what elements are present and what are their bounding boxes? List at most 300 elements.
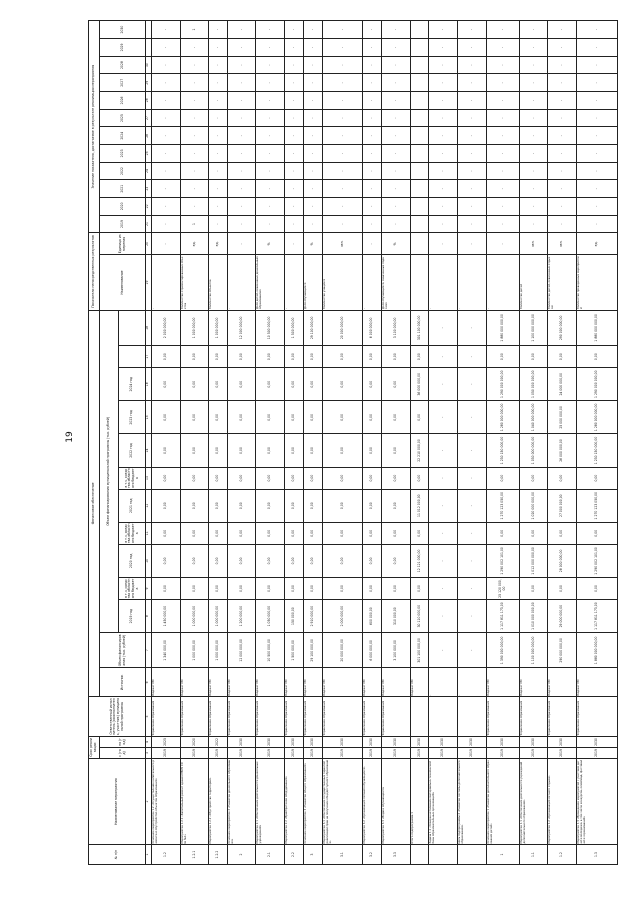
row-finance-value: 1 230 150 000,00 [486, 434, 519, 467]
row-finance-value: 0,00 [382, 346, 411, 368]
header-finance: Финансовое обеспечение [89, 310, 100, 697]
column-number: 28 [146, 92, 152, 110]
row-finance-value: 25 120 000,00 [486, 577, 519, 599]
row-indicator-value [410, 56, 429, 74]
row-finance-value: 0,00 [180, 368, 209, 401]
header-fin-year: в т.ч. средства областного бюджета [119, 577, 146, 599]
row-indicator-value: - [152, 162, 181, 180]
row-indicator-value: - [577, 215, 618, 233]
row-source: Бюджет МО [303, 668, 322, 697]
row-result-name: - [429, 255, 458, 310]
row-finance-value: 0,00 [519, 346, 548, 368]
row-indicator-value: - [322, 56, 363, 74]
row-executor: Управление образования [363, 697, 382, 737]
row-source: - [457, 668, 486, 697]
row-indicator-value: - [363, 180, 382, 198]
table-row [322, 21, 363, 865]
row-term-to: 2030 [256, 736, 285, 747]
row-term-to: 2030 [285, 736, 304, 747]
row-finance-value: 0,00 [303, 577, 322, 599]
row-indicator-value: - [256, 145, 285, 163]
column-number: 18 [146, 310, 152, 345]
row-indicator-value: - [519, 127, 548, 145]
row-result-name: Доля детей, охваченных дошкольным образованием [256, 255, 285, 310]
row-finance-value: 1 880 000 000,00 [577, 310, 618, 345]
row-indicator-value: - [577, 162, 618, 180]
row-finance-value: 0,00 [227, 346, 256, 368]
row-plan-total: - [457, 633, 486, 668]
row-finance-value: 1 000 000,00 [180, 310, 209, 345]
table-body [152, 21, 618, 865]
row-finance-value: 1 040 000 000,00 [519, 401, 548, 434]
row-finance-value: - [429, 434, 458, 467]
row-number: 3.1 [322, 845, 363, 865]
row-finance-value: 11 012 000,00 [410, 489, 429, 522]
row-indicator-value: - [152, 21, 181, 39]
row-indicator-value: - [227, 162, 256, 180]
row-indicator-value: - [382, 145, 411, 163]
row-source: Бюджет МО [152, 668, 181, 697]
row-source: Бюджет МО [322, 668, 363, 697]
row-indicator-value: - [519, 162, 548, 180]
row-indicator-value: - [303, 215, 322, 233]
row-indicator-value: - [519, 39, 548, 57]
row-result-name: - [363, 255, 382, 310]
row-name: Мероприятие 1.2.2 «Обустройство территории» [209, 759, 228, 845]
row-result-unit: - [285, 233, 304, 255]
row-number: 2.1 [256, 845, 285, 865]
row-term-to: 2030 [457, 736, 486, 747]
row-indicator-value: - [227, 180, 256, 198]
row-plan-total: 29 100 000,00 [303, 633, 322, 668]
row-source: Бюджет МО [410, 668, 429, 697]
row-finance-value: 25 000 000,00 [548, 401, 577, 434]
row-plan-total: - [429, 633, 458, 668]
row-indicator-value: - [303, 39, 322, 57]
row-finance-value: 0,00 [285, 401, 304, 434]
header-ind-year: 2023 [100, 145, 146, 163]
row-finance-value: 1 290 000 000,00 [486, 368, 519, 401]
row-indicator-value: - [486, 180, 519, 198]
row-term-from: 2019 [303, 747, 322, 758]
row-name: Основное мероприятие 3 «Развитие общего образования» [303, 759, 322, 845]
row-finance-value: 600 000,00 [363, 600, 382, 633]
row-indicator-value [410, 145, 429, 163]
row-indicator-value: - [457, 162, 486, 180]
row-term-from: 2019 [322, 747, 363, 758]
row-name: Мероприятие 3.2 «Организация питания обучающихся» [363, 759, 382, 845]
row-result-unit: чел. [519, 233, 548, 255]
row-indicator-value: - [209, 109, 228, 127]
row-finance-value: 2 000 000,00 [152, 310, 181, 345]
row-indicator-value: - [303, 74, 322, 92]
row-indicator-value: - [457, 145, 486, 163]
row-source: Бюджет МО [285, 668, 304, 697]
row-finance-value: 0,00 [410, 577, 429, 599]
row-result-unit: - [152, 233, 181, 255]
row-executor [457, 697, 486, 737]
row-source: Бюджет МО [256, 668, 285, 697]
row-finance-value: 0,00 [303, 401, 322, 434]
header-fin-year: 2021 год [119, 489, 146, 522]
table-row [457, 21, 486, 865]
column-number: 23 [146, 180, 152, 198]
row-finance-value: 0,00 [256, 346, 285, 368]
column-number: 8 [146, 600, 152, 633]
row-indicator-value: - [429, 127, 458, 145]
table-row [180, 21, 209, 865]
row-result-name: - [457, 255, 486, 310]
row-indicator-value: - [548, 74, 577, 92]
row-finance-value: 2 000 000,00 [322, 600, 363, 633]
row-name: Задача 1.1 «Совершенствование материально-технической базы образовательных организаций» [429, 759, 458, 845]
row-indicator-value: - [256, 180, 285, 198]
row-plan-total: 1 500 000,00 [285, 633, 304, 668]
row-term-to: 2030 [227, 736, 256, 747]
row-indicator-value: - [457, 198, 486, 216]
header-ind-year: 2030 [100, 21, 146, 39]
row-indicator-value: - [322, 145, 363, 163]
row-indicator-value: - [382, 21, 411, 39]
column-number: 1 [146, 845, 152, 865]
row-finance-value: 1 050 000 000,00 [519, 368, 548, 401]
row-finance-value: 0,00 [577, 467, 618, 489]
row-number [457, 845, 486, 865]
row-executor: Управление образования [382, 697, 411, 737]
row-finance-value: 0,00 [180, 489, 209, 522]
row-indicator-value [410, 215, 429, 233]
row-indicator-value: - [577, 127, 618, 145]
row-indicator-value: - [285, 215, 304, 233]
row-finance-value: 0,00 [548, 467, 577, 489]
row-result-name: Количество детей, охваченных отдыхом [548, 255, 577, 310]
row-indicator-value: - [519, 21, 548, 39]
row-result-unit: чел. [322, 233, 363, 255]
row-executor: Управление образования [303, 697, 322, 737]
row-indicator-value: - [152, 92, 181, 110]
row-finance-value: 0,00 [180, 467, 209, 489]
row-indicator-value: - [519, 92, 548, 110]
row-indicator-value: - [322, 39, 363, 57]
row-indicator-value: - [285, 74, 304, 92]
row-term-from: 2019 [577, 747, 618, 758]
row-finance-value: 0,00 [209, 401, 228, 434]
row-executor [429, 697, 458, 737]
row-result-unit: - [457, 233, 486, 255]
header-result-unit: Единица измерения [100, 233, 146, 255]
row-finance-value: 0,00 [227, 401, 256, 434]
row-indicator-value: - [152, 56, 181, 74]
row-indicator-value: - [152, 127, 181, 145]
row-indicator-value: - [519, 74, 548, 92]
row-indicator-value: - [382, 180, 411, 198]
header-ind-year: 2019 [100, 215, 146, 233]
row-indicator-value: - [548, 39, 577, 57]
row-indicator-value: - [486, 109, 519, 127]
row-indicator-value: - [227, 109, 256, 127]
row-finance-value: 1 010 000 000,00 [519, 600, 548, 633]
column-number: 19 [146, 255, 152, 310]
row-indicator-value: - [152, 74, 181, 92]
row-result-unit: - [486, 233, 519, 255]
table-row [486, 21, 519, 865]
row-finance-value: 0,00 [180, 346, 209, 368]
row-indicator-value: - [256, 162, 285, 180]
row-indicator-value: - [577, 145, 618, 163]
row-plan-total: 1 390 000 000,00 [486, 633, 519, 668]
row-indicator-value: - [180, 180, 209, 198]
header-result-name: Наименование [100, 255, 146, 310]
row-finance-value: 1 000 000,00 [209, 600, 228, 633]
row-indicator-value: - [303, 92, 322, 110]
row-indicator-value: - [457, 180, 486, 198]
row-finance-value: 290 000 000,00 [548, 310, 577, 345]
table-row [363, 21, 382, 865]
row-result-name: - [152, 255, 181, 310]
row-number: 1.2.2 [209, 845, 228, 865]
row-indicator-value: - [486, 21, 519, 39]
column-number: 9 [146, 577, 152, 599]
row-finance-value: 1 030 000 000,00 [519, 434, 548, 467]
row-finance-value: 1 280 000 000,00 [486, 401, 519, 434]
column-number: 29 [146, 74, 152, 92]
row-finance-value: 0,00 [322, 467, 363, 489]
row-finance-value: 1 200 000,00 [227, 600, 256, 633]
row-indicator-value: - [285, 180, 304, 198]
row-finance-value: 0,00 [209, 522, 228, 544]
row-plan-total: 6 000 000,00 [363, 633, 382, 668]
header-ind-year: 2026 [100, 92, 146, 110]
row-result-unit: - [363, 233, 382, 255]
row-result-name: Количество проведенных мероприятий [577, 255, 618, 310]
row-indicator-value: - [577, 39, 618, 57]
row-finance-value: 0,00 [256, 544, 285, 577]
row-executor [410, 697, 429, 737]
row-indicator-value [410, 74, 429, 92]
row-finance-value: 0,00 [548, 522, 577, 544]
row-finance-value: 0,00 [152, 544, 181, 577]
row-result-unit: чел. [548, 233, 577, 255]
table-row [303, 21, 322, 865]
row-term-from: 2019 [180, 747, 209, 758]
row-indicator-value: - [256, 127, 285, 145]
row-finance-value: 0,00 [382, 522, 411, 544]
row-executor: Управление образования [548, 697, 577, 737]
column-number: 21 [146, 215, 152, 233]
row-indicator-value: - [457, 56, 486, 74]
row-finance-value: 0,00 [382, 368, 411, 401]
row-finance-value: 0,00 [577, 346, 618, 368]
row-indicator-value: - [429, 109, 458, 127]
row-result-name: Количество объектов [209, 255, 228, 310]
row-finance-value: 1 290 000 000,00 [577, 368, 618, 401]
row-finance-value: 0,00 [285, 544, 304, 577]
row-indicator-value: - [519, 198, 548, 216]
row-finance-value: - [457, 600, 486, 633]
row-indicator-value: - [209, 56, 228, 74]
header-ind-year: 2027 [100, 74, 146, 92]
row-finance-value: - [457, 368, 486, 401]
row-finance-value: - [457, 467, 486, 489]
row-finance-value: 24 000 000,00 [548, 368, 577, 401]
row-finance-value: 0,00 [322, 434, 363, 467]
row-finance-value: 1 012 000 000,00 [519, 544, 548, 577]
header-fin-year: 2019 год [119, 600, 146, 633]
header-ind-year: 2028 [100, 56, 146, 74]
row-term-from: 2019 [519, 747, 548, 758]
header-term-to: по (год) [100, 736, 146, 747]
row-finance-value: 0,00 [227, 368, 256, 401]
row-name: Мероприятие 1.1 «Обеспечение деятельности учреждений дополнительного образования» [519, 759, 548, 845]
row-finance-value: 0,00 [577, 577, 618, 599]
row-indicator-value: - [457, 21, 486, 39]
row-result-unit: % [256, 233, 285, 255]
row-finance-value: 36 000 000,00 [410, 368, 429, 401]
column-number: 3 [146, 747, 152, 758]
row-plan-total: 1 000 000,00 [209, 633, 228, 668]
row-term-from: 2019 [285, 747, 304, 758]
row-finance-value: 0,00 [382, 489, 411, 522]
header-ind-year: 2022 [100, 162, 146, 180]
row-finance-value: 22 210 000,00 [410, 434, 429, 467]
row-finance-value: 0,00 [209, 467, 228, 489]
row-finance-value: 1 230 150 000,00 [577, 434, 618, 467]
row-indicator-value: - [577, 198, 618, 216]
row-finance-value: 0,00 [363, 346, 382, 368]
row-indicator-value: - [227, 92, 256, 110]
row-indicator-value: - [548, 180, 577, 198]
row-indicator-value: - [180, 92, 209, 110]
column-number: 5 [146, 697, 152, 737]
row-finance-value: 0,00 [363, 544, 382, 577]
row-finance-value: - [457, 544, 486, 577]
row-finance-value: 0,00 [152, 401, 181, 434]
row-indicator-value: - [209, 21, 228, 39]
row-finance-value: 28 000 000,00 [548, 544, 577, 577]
row-indicator-value: - [303, 162, 322, 180]
header-name: Наименование мероприятия [89, 759, 146, 845]
row-indicator-value: - [285, 145, 304, 163]
row-finance-value: 0,00 [227, 544, 256, 577]
row-indicator-value: - [209, 162, 228, 180]
row-number: 2.2 [285, 845, 304, 865]
header-ind-year: 2029 [100, 39, 146, 57]
row-term-to: 2030 [577, 736, 618, 747]
column-number: 17 [146, 346, 152, 368]
header-n: № п/п [89, 845, 146, 865]
row-indicator-value: - [227, 127, 256, 145]
row-finance-value: 0,00 [363, 401, 382, 434]
row-indicator-value: - [209, 198, 228, 216]
row-indicator-value: - [256, 109, 285, 127]
row-result-name: Количество отремонтированных объектов [180, 255, 209, 310]
row-indicator-value: - [429, 92, 458, 110]
row-indicator-value: - [457, 215, 486, 233]
row-indicator-value: - [180, 162, 209, 180]
row-term-from: 2019 [457, 747, 486, 758]
row-indicator-value: - [322, 21, 363, 39]
row-indicator-value [410, 109, 429, 127]
row-finance-value: 0,00 [256, 522, 285, 544]
row-finance-value: 0,00 [548, 577, 577, 599]
row-finance-value: 0,00 [363, 434, 382, 467]
row-finance-value: 0,00 [322, 346, 363, 368]
row-indicator-value [410, 39, 429, 57]
row-indicator-value: - [457, 127, 486, 145]
row-indicator-value: - [180, 74, 209, 92]
row-finance-value: 0,00 [363, 368, 382, 401]
row-finance-value: 0,00 [410, 522, 429, 544]
row-finance-value: - [429, 368, 458, 401]
row-plan-total: 1 100 000 000,00 [519, 633, 548, 668]
row-indicator-value: - [285, 92, 304, 110]
row-indicator-value: - [519, 180, 548, 198]
row-indicator-value: - [303, 145, 322, 163]
row-indicator-value: - [180, 198, 209, 216]
row-term-to: 2025 [152, 736, 181, 747]
row-executor: Управление образования [227, 697, 256, 737]
row-indicator-value [410, 21, 429, 39]
row-finance-value: 0,00 [303, 522, 322, 544]
row-indicator-value: - [548, 127, 577, 145]
row-indicator-value: 1 [180, 215, 209, 233]
row-indicator-value: - [180, 127, 209, 145]
row-executor: Управление образования [519, 697, 548, 737]
row-number [429, 845, 458, 865]
header-fin-year: 2024 год [119, 368, 146, 401]
row-indicator-value: - [363, 198, 382, 216]
header-ind-year: 2025 [100, 109, 146, 127]
header-term-from: с (год) [100, 747, 146, 758]
row-source: Бюджет МО [382, 668, 411, 697]
row-indicator-value: - [285, 109, 304, 127]
row-finance-value: 6 000 000,00 [363, 310, 382, 345]
row-indicator-value: - [363, 39, 382, 57]
row-finance-value: 0,00 [322, 577, 363, 599]
row-finance-value: 0,00 [303, 467, 322, 489]
row-indicator-value: - [548, 109, 577, 127]
table-row [227, 21, 256, 865]
row-term-from: 2019 [382, 747, 411, 758]
row-indicator-value: - [322, 74, 363, 92]
header-fin-year: 2020 год [119, 544, 146, 577]
row-finance-value: 26 000 000,00 [548, 434, 577, 467]
row-plan-total: 1 880 000 000,00 [577, 633, 618, 668]
row-finance-value: 29 000 000,00 [548, 600, 577, 633]
row-finance-value: 0,00 [303, 544, 322, 577]
row-finance-value: 0,00 [519, 577, 548, 599]
header-fin-year [119, 346, 146, 368]
row-source: Бюджет МО [519, 668, 548, 697]
row-finance-value: 0,00 [227, 434, 256, 467]
column-number: 13 [146, 467, 152, 489]
row-number: 1.3 [577, 845, 618, 865]
row-finance-value: 10 500 000,00 [256, 310, 285, 345]
row-finance-value: 0,00 [180, 522, 209, 544]
row-finance-value: 0,00 [363, 489, 382, 522]
row-indicator-value: - [577, 74, 618, 92]
row-indicator-value: - [209, 215, 228, 233]
row-number: 3.3 [382, 845, 411, 865]
row-indicator-value: - [486, 56, 519, 74]
header-plan-total: Объем финансирования (тыс. рублей) [100, 633, 146, 668]
row-finance-value: 0,00 [180, 434, 209, 467]
row-indicator-value: - [382, 109, 411, 127]
row-indicator-value: - [548, 56, 577, 74]
row-term-to: 2030 [410, 736, 429, 747]
header-fin-year [119, 310, 146, 345]
header-fin-year: 2022 год [119, 434, 146, 467]
